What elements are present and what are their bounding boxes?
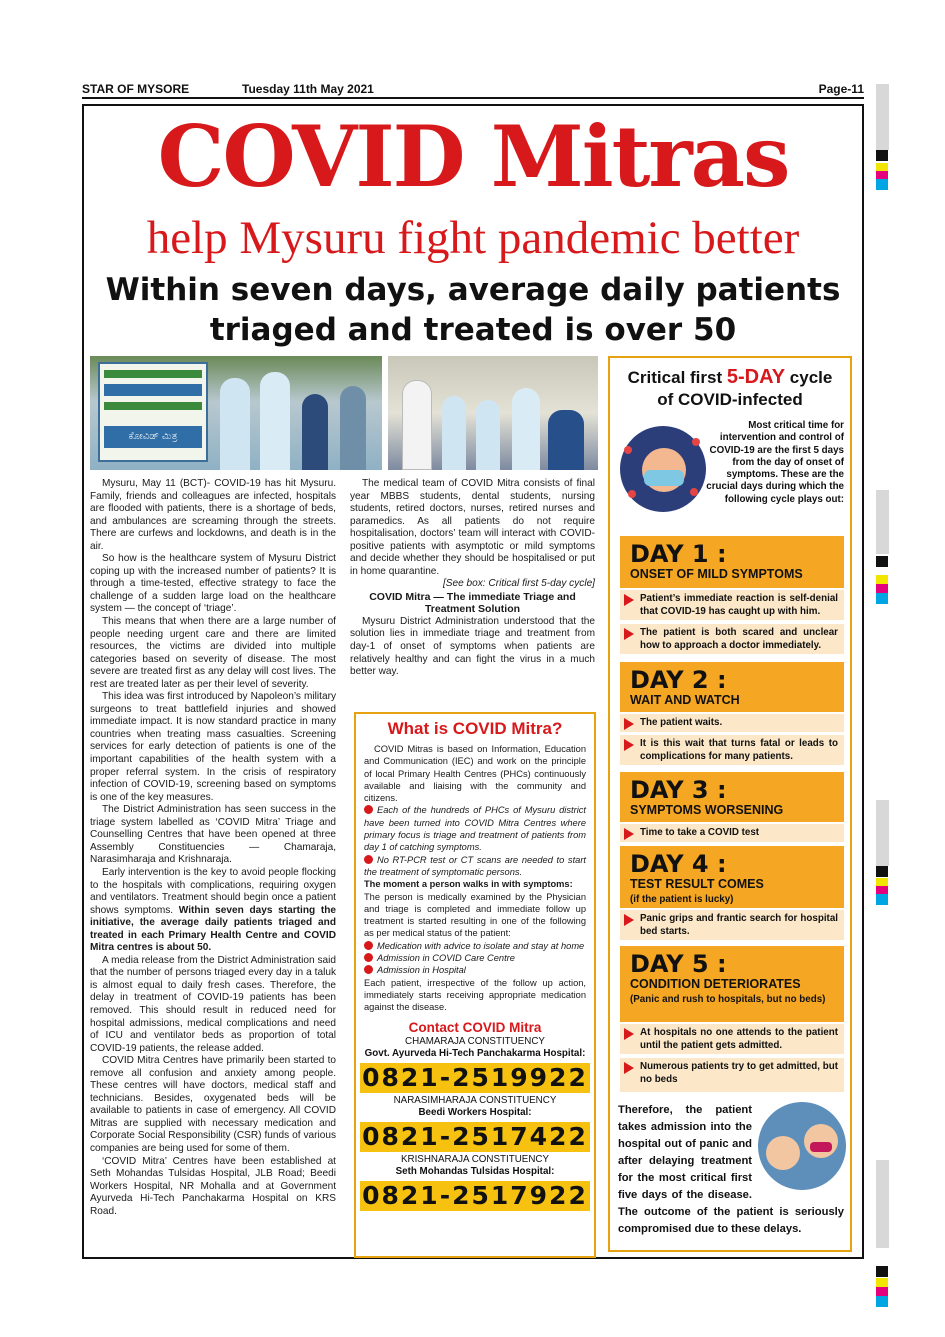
bullet-dot-icon: [364, 941, 373, 950]
contact-title: Contact COVID Mitra: [408, 1019, 542, 1035]
phone-number[interactable]: 0821-2519922: [360, 1063, 590, 1093]
day-label: WAIT AND WATCH: [630, 693, 740, 707]
contact-krishnaraja: [356, 1154, 594, 1211]
contact-chamaraja: [356, 1036, 594, 1093]
covid-mitra-banner: [98, 362, 208, 462]
issue-date: Tuesday 11th May 2021: [242, 82, 374, 96]
deck-headline: [82, 270, 864, 350]
hospital-name: Govt. Ayurveda Hi-Tech Panchakarma Hospital:: [364, 1047, 586, 1059]
day-number: DAY 5 :: [630, 950, 727, 978]
mitra-point: [364, 854, 586, 879]
outcome-text: Admission in COVID Care Centre: [377, 953, 515, 964]
black-swatch: [876, 150, 888, 161]
deck-line-2: triaged and treated is over 50: [209, 312, 737, 348]
constituency-name: NARASIMHARAJA CONSTITUENCY: [393, 1094, 557, 1106]
day-label: ONSET OF MILD SYMPTOMS: [630, 567, 803, 581]
day-1-bullet: [620, 624, 844, 654]
article-text: Early intervention is the key to avoid people flocking to the hospitals with complications, requiring oxygen and ventilators. Treatment should begin once a patient shows symptoms.: [90, 866, 336, 916]
bullet-dot-icon: [364, 805, 373, 814]
day-label: TEST RESULT COMES: [630, 877, 764, 891]
day-3-bullet: [620, 824, 844, 842]
bullet-text: At hospitals no one attends to the patient until the patient gets admitted.: [640, 1027, 838, 1051]
arrow-icon: [624, 628, 634, 640]
article-paragraph: COVID Mitra Centres have primarily been started to remove all confusion and anxiety among people. These centres will have doctors, medical staff and technicians. Besides, oxygenated beds will be available to patients in case of emergency. All COVID Mitras are supplied with necessary medication and Corporate Social Responsibility (CSR) funds of various companies are being used for some of them.: [90, 1055, 336, 1154]
main-headline: COVID Mitras: [157, 107, 789, 206]
outcome-item: [364, 952, 586, 964]
day-2-bullet: [620, 714, 844, 732]
official-figure: [402, 380, 432, 470]
moment-text: The person is medically examined by the Physician and triage is completed and immediate follow up treatment is started resulting in one of the following as per medical status of the patient:: [364, 891, 586, 939]
photo-covid-mitra-centre: [90, 356, 382, 470]
day-number: DAY 2 :: [630, 666, 727, 694]
registration-bar: [876, 490, 889, 554]
black-swatch: [876, 866, 888, 877]
day-note: (if the patient is lucky): [630, 894, 734, 905]
hospital-name: Beedi Workers Hospital:: [418, 1106, 532, 1118]
outcome-item: [364, 964, 586, 976]
article-paragraph: Mysuru District Administration understood that the solution lies in immediate triage and treatment from day-1 of onset of symptoms when patients are relatively healthy and can fight the virus in a much better way.: [350, 615, 595, 678]
article-paragraph: ‘COVID Mitra’ Centres have been established at Seth Mohandas Tulsidas Hospital, JLB Road; Beedi Workers Hospital, NR Mohalla and at Government Ayurveda Hi-Tech Panchakarma Hospital on KRS Road.: [90, 1155, 336, 1217]
cycle-box-title: [610, 366, 850, 411]
day-2-header: [620, 662, 844, 712]
title-part: cycle: [789, 368, 833, 387]
masked-patients-illustration-icon: [758, 1102, 846, 1190]
day-label: CONDITION DETERIORATES: [630, 977, 801, 991]
day-5-header: [620, 946, 844, 1022]
ppe-worker-figure: [512, 388, 540, 470]
what-is-covid-mitra-box: [354, 712, 596, 1258]
article-column-2-body: [350, 478, 595, 679]
arrow-icon: [624, 594, 634, 606]
conclusion-text: Therefore, the patient takes admission into the hospital out of panic and after delaying treatment for the most critical first five days of the disease. The outcome of the patient is seriously compromised due to these delays.: [618, 1104, 844, 1235]
title-line-2: of COVID-infected: [657, 390, 803, 409]
bullet-dot-icon: [364, 953, 373, 962]
article-paragraph: A media release from the District Administration said that the number of persons triaged every day in a taluk is almost equal to daily fresh cases. Therefore, the delay in treatment of COVID-19 patients has been removed. This should result in reduced need for hospital admissions, medical complications and need of ICU and ventilator beds as proportion of total COVID-19 patients, the release added.: [90, 954, 336, 1054]
article-key-finding: Within seven days starting the initiative, the average daily patients triaged and treated in each Primary Health Centre and COVID Mitra centres is about 50.: [90, 904, 336, 954]
patient-figure: [548, 410, 584, 470]
day-4-bullet: [620, 910, 844, 940]
day-number: DAY 3 :: [630, 776, 727, 804]
bullet-text: Patient’s immediate reaction is self-denial that COVID-19 has caught up with him.: [640, 593, 838, 617]
hospital-name: Seth Mohandas Tulsidas Hospital:: [395, 1165, 555, 1177]
phone-number[interactable]: 0821-2517922: [360, 1181, 590, 1211]
cyan-swatch: [876, 593, 888, 604]
article-column-1: [90, 478, 336, 1218]
arrow-icon: [624, 718, 634, 730]
arrow-icon: [624, 1028, 634, 1040]
arrow-icon: [624, 1062, 634, 1074]
arrow-icon: [624, 914, 634, 926]
black-swatch: [876, 1266, 888, 1277]
see-box-note: [See box: Critical first 5-day cycle]: [442, 578, 595, 590]
day-5-bullet: [620, 1058, 844, 1092]
mitra-intro: COVID Mitras is based on Information, Education and Communication (IEC) and work on the principle of local Primary Health Centres (PHCs) continuously available and liaising with the community and citizens.: [364, 744, 586, 804]
mitra-box-title: What is COVID Mitra?: [387, 719, 563, 738]
mitra-point-text: Each of the hundreds of PHCs of Mysuru district have been turned into COVID Mitra Centres where primary focus is triage and treatment of patients from day 1 of catching symptoms.: [364, 805, 586, 853]
day-1-header: [620, 536, 844, 588]
banner-kannada-text: ಕೋವಿಡ್ ಮಿತ್ರ: [104, 426, 202, 448]
article-paragraph: This idea was first introduced by Napoleon’s military surgeons to treat battlefield injuries and showed immediate impact. It is now standard practice in many countries when treating mass casualties. Screening services for early detection of patients is one of the important capabilities of the health system with a proper referral system. In the crisis of respiratory infection of COVID-19, screening based on symptoms is one of the key measures.: [90, 691, 336, 803]
mitra-point-text: No RT-PCR test or CT scans are needed to start the treatment of symptomatic persons.: [364, 854, 586, 877]
constituency-name: KRISHNARAJA CONSTITUENCY: [400, 1153, 550, 1165]
day-number: DAY 1 :: [630, 540, 727, 568]
constituency-name: CHAMARAJA CONSTITUENCY: [405, 1035, 545, 1047]
outcome-item: [364, 940, 586, 952]
bullet-text: It is this wait that turns fatal or leads to complications for many patients.: [640, 738, 838, 762]
article-paragraph: Mysuru, May 11 (BCT)- COVID-19 has hit Mysuru. Family, friends and colleagues are infected, hospitals are flooded with patients, there is a shortage of beds, and ambulances are screaming through the streets. There are curfews and lockdowns, and death is in the air.: [90, 478, 336, 552]
newspaper-name: STAR OF MYSORE: [82, 82, 190, 96]
bullet-text: The patient is both scared and unclear how to approach a doctor immediately.: [640, 627, 838, 651]
ppe-worker-figure: [220, 378, 250, 470]
day-4-header: [620, 846, 844, 908]
day-1-bullet: [620, 590, 844, 620]
contact-narasimharaja: [356, 1095, 594, 1152]
mitra-point: [364, 804, 586, 853]
cyan-swatch: [876, 179, 888, 190]
page-number: Page-11: [818, 82, 864, 96]
ppe-worker-figure: [260, 372, 290, 470]
masthead-rule: [82, 97, 864, 99]
person-figure: [302, 394, 328, 470]
article-paragraph: [90, 867, 336, 955]
title-part: Critical first: [627, 368, 723, 387]
outcome-text: Medication with advice to isolate and stay at home: [377, 940, 585, 951]
arrow-icon: [624, 828, 634, 840]
article-paragraph: The medical team of COVID Mitra consists of final year MBBS students, dental students, nursing students, retired doctors, nurses, retired nurses and paramedics. As all patients do not require hospitalisation, doctors’ team will interact with COVID-positive patients with asymptotic or mild symptoms and decide whether they should be hospitalised or put in home quarantine.: [350, 478, 595, 577]
black-swatch: [876, 556, 888, 567]
cycle-intro: Most critical time for intervention and control of COVID-19 are the first 5 days from the day of onset of symptoms. These are the crucial days during which the following cycle plays out:: [706, 420, 844, 505]
bullet-text: Time to take a COVID test: [640, 827, 760, 838]
outcome-text: Admission in Hospital: [377, 965, 466, 976]
ppe-worker-figure: [476, 400, 500, 470]
registration-bar: [876, 800, 889, 866]
deck-line-1: Within seven days, average daily patients: [105, 272, 841, 308]
photo-officials-visit: [388, 356, 598, 470]
day-note: (Panic and rush to hospitals, but no beds): [630, 994, 826, 1005]
title-highlight: 5-DAY: [726, 366, 786, 388]
bullet-text: Panic grips and frantic search for hospital bed starts.: [640, 913, 838, 937]
mitra-closing: Each patient, irrespective of the follow up action, immediately starts receiving appropriate medication against the disease.: [364, 977, 586, 1013]
article-subheading: COVID Mitra — The immediate Triage and Treatment Solution: [369, 590, 576, 616]
bullet-text: Numerous patients try to get admitted, but no beds: [640, 1061, 838, 1085]
person-figure: [340, 386, 366, 470]
infected-person-illustration-icon: [620, 426, 706, 512]
moment-heading: The moment a person walks in with symptoms:: [364, 879, 573, 890]
masthead: [82, 80, 864, 98]
day-5-bullet: [620, 1024, 844, 1054]
bullet-text: The patient waits.: [640, 717, 723, 728]
ppe-worker-figure: [442, 396, 466, 470]
registration-bar: [876, 84, 889, 150]
bullet-dot-icon: [364, 855, 373, 864]
day-label: SYMPTOMS WORSENING: [630, 803, 784, 817]
article-paragraph: The District Administration has seen success in the triage system labelled as ‘COVID Mitra’ Triage and Counselling Centres that have been opened at three Assembly Constituencies — Chamaraja, Narasimharaja and Krishnaraja.: [90, 804, 336, 866]
subheadline: help Mysuru fight pandemic better: [146, 212, 800, 264]
cyan-swatch: [876, 1296, 888, 1307]
phone-number[interactable]: 0821-2517422: [360, 1122, 590, 1152]
article-paragraph: So how is the healthcare system of Mysuru District coping up with the increased number of patients? It is through a time-tested, effective strategy to face the challenge of a sudden large load on the healthcare system — the concept of ‘triage’.: [90, 553, 336, 615]
cyan-swatch: [876, 894, 888, 905]
bullet-dot-icon: [364, 965, 373, 974]
day-3-header: [620, 772, 844, 822]
registration-bar: [876, 1160, 889, 1248]
mitra-box-body: [356, 739, 594, 1014]
article-paragraph: This means that when there are a large number of people needing urgent care and there are limited resources, the victims are divided into multiple categories based on severity of disease. The most severe are treated first as any delay will cost lives. The rest are treated later as per their level of severity.: [90, 616, 336, 690]
arrow-icon: [624, 739, 634, 751]
day-2-bullet: [620, 735, 844, 765]
day-number: DAY 4 :: [630, 850, 727, 878]
